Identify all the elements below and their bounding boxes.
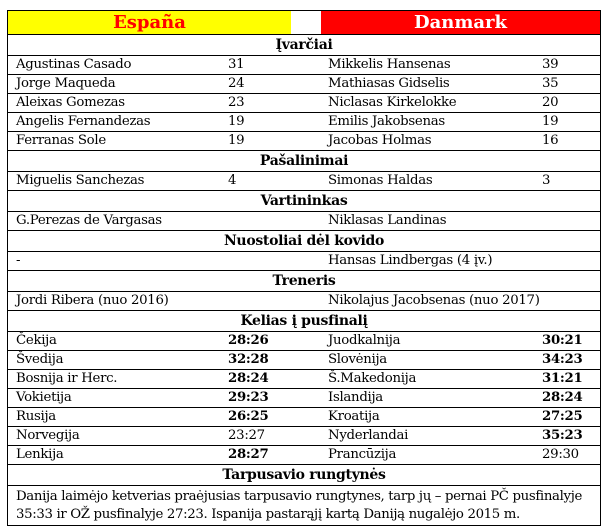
- denmark-value: 3: [542, 173, 551, 188]
- spain-value: 19: [228, 114, 245, 129]
- spain-name: Miguelis Sanchezas: [16, 173, 145, 188]
- denmark-name: Simonas Haldas: [328, 173, 433, 188]
- table-row: [8, 389, 600, 408]
- table-row: [8, 446, 600, 465]
- spain-value: 24: [228, 76, 245, 91]
- table-row: [8, 332, 600, 351]
- table-row: [8, 132, 600, 151]
- spain-name: Aleixas Gomezas: [16, 95, 125, 110]
- spain-name: Jordi Ribera (nuo 2016): [16, 293, 169, 308]
- spain-value: 28:26: [228, 333, 269, 348]
- table-body: [8, 35, 600, 525]
- spain-value: 19: [228, 133, 245, 148]
- table-row: [8, 113, 600, 132]
- denmark-value: 35:23: [542, 428, 583, 443]
- section-title-scorers: Įvarčiai: [8, 35, 600, 56]
- spain-name: Švedija: [16, 352, 64, 367]
- section-title-road-to-semis: Kelias į pusfinalį: [8, 311, 600, 332]
- table-row: [8, 212, 600, 231]
- spain-value: 26:25: [228, 409, 269, 424]
- spain-name: Norvegija: [16, 428, 80, 443]
- denmark-name: Mathiasas Gidselis: [328, 76, 450, 91]
- denmark-name: Kroatija: [328, 409, 380, 424]
- spain-name: Lenkija: [16, 447, 64, 462]
- table-row: [8, 370, 600, 389]
- spain-value: 31: [228, 57, 245, 72]
- table-row: [8, 172, 600, 191]
- table-row: [8, 252, 600, 271]
- denmark-value: 28:24: [542, 390, 583, 405]
- spain-value: 32:28: [228, 352, 269, 367]
- denmark-name: Emilis Jakobsenas: [328, 114, 445, 129]
- denmark-name: Prancūzija: [328, 447, 397, 462]
- match-comparison-table: [7, 10, 601, 526]
- denmark-value: 19: [542, 114, 559, 129]
- denmark-value: 16: [542, 133, 559, 148]
- denmark-value: 20: [542, 95, 559, 110]
- denmark-name: Mikkelis Hansenas: [328, 57, 451, 72]
- spain-name: -: [16, 253, 21, 268]
- denmark-value: 34:23: [542, 352, 583, 367]
- section-title-covid-losses: Nuostoliai dėl kovido: [8, 231, 600, 252]
- spain-name: Rusija: [16, 409, 56, 424]
- team-denmark: Danmark: [321, 11, 600, 34]
- team-spain: España: [8, 11, 291, 34]
- denmark-value: 29:30: [542, 447, 579, 462]
- spain-value: 23:27: [228, 428, 265, 443]
- denmark-value: 35: [542, 76, 559, 91]
- spain-name: Vokietija: [16, 390, 72, 405]
- denmark-name: Islandija: [328, 390, 383, 405]
- spain-name: Bosnija ir Herc.: [16, 371, 118, 386]
- spain-name: Agustinas Casado: [16, 57, 132, 72]
- denmark-name: Š.Makedonija: [328, 371, 417, 386]
- table-row: [8, 292, 600, 311]
- spain-name: Ferranas Sole: [16, 133, 106, 148]
- denmark-name: Hansas Lindbergas (4 įv.): [328, 253, 493, 268]
- header-gap: [291, 11, 321, 34]
- spain-name: Čekija: [16, 333, 57, 348]
- denmark-name: Juodkalnija: [328, 333, 401, 348]
- spain-value: 28:27: [228, 447, 269, 462]
- spain-value: 28:24: [228, 371, 269, 386]
- denmark-name: Niklasas Landinas: [328, 213, 447, 228]
- section-title-suspensions: Pašalinimai: [8, 151, 600, 172]
- denmark-name: Nikolajus Jacobsenas (nuo 2017): [328, 293, 540, 308]
- denmark-name: Jacobas Holmas: [328, 133, 432, 148]
- table-row: [8, 427, 600, 446]
- denmark-name: Niclasas Kirkelokke: [328, 95, 457, 110]
- denmark-name: Nyderlandai: [328, 428, 409, 443]
- head-to-head-text: Danija laimėjo ketverias praėjusias tarpusavio rungtynes, tarp jų – pernai PČ pusfinalyje 35:33 ir OŽ pusfinalyje 27:23. Ispanija pastarąjį kartą Daniją nugalėjo 2015 m.: [16, 489, 582, 522]
- denmark-value: 31:21: [542, 371, 583, 386]
- spain-name: G.Perezas de Vargasas: [16, 213, 162, 228]
- table-row: [8, 408, 600, 427]
- denmark-name: Slovėnija: [328, 352, 387, 367]
- section-title-coach: Treneris: [8, 271, 600, 292]
- denmark-value: 39: [542, 57, 559, 72]
- spain-name: Jorge Maqueda: [16, 76, 116, 91]
- table-row: [8, 351, 600, 370]
- table-row: [8, 75, 600, 94]
- spain-value: 23: [228, 95, 245, 110]
- table-row: [8, 56, 600, 75]
- table-row: [8, 94, 600, 113]
- denmark-value: 30:21: [542, 333, 583, 348]
- spain-value: 29:23: [228, 390, 269, 405]
- section-title-head-to-head: Tarpusavio rungtynės: [8, 465, 600, 486]
- section-title-goalkeeper: Vartininkas: [8, 191, 600, 212]
- teams-header: [8, 11, 600, 35]
- spain-value: 4: [228, 173, 237, 188]
- denmark-value: 27:25: [542, 409, 583, 424]
- spain-name: Angelis Fernandezas: [16, 114, 151, 129]
